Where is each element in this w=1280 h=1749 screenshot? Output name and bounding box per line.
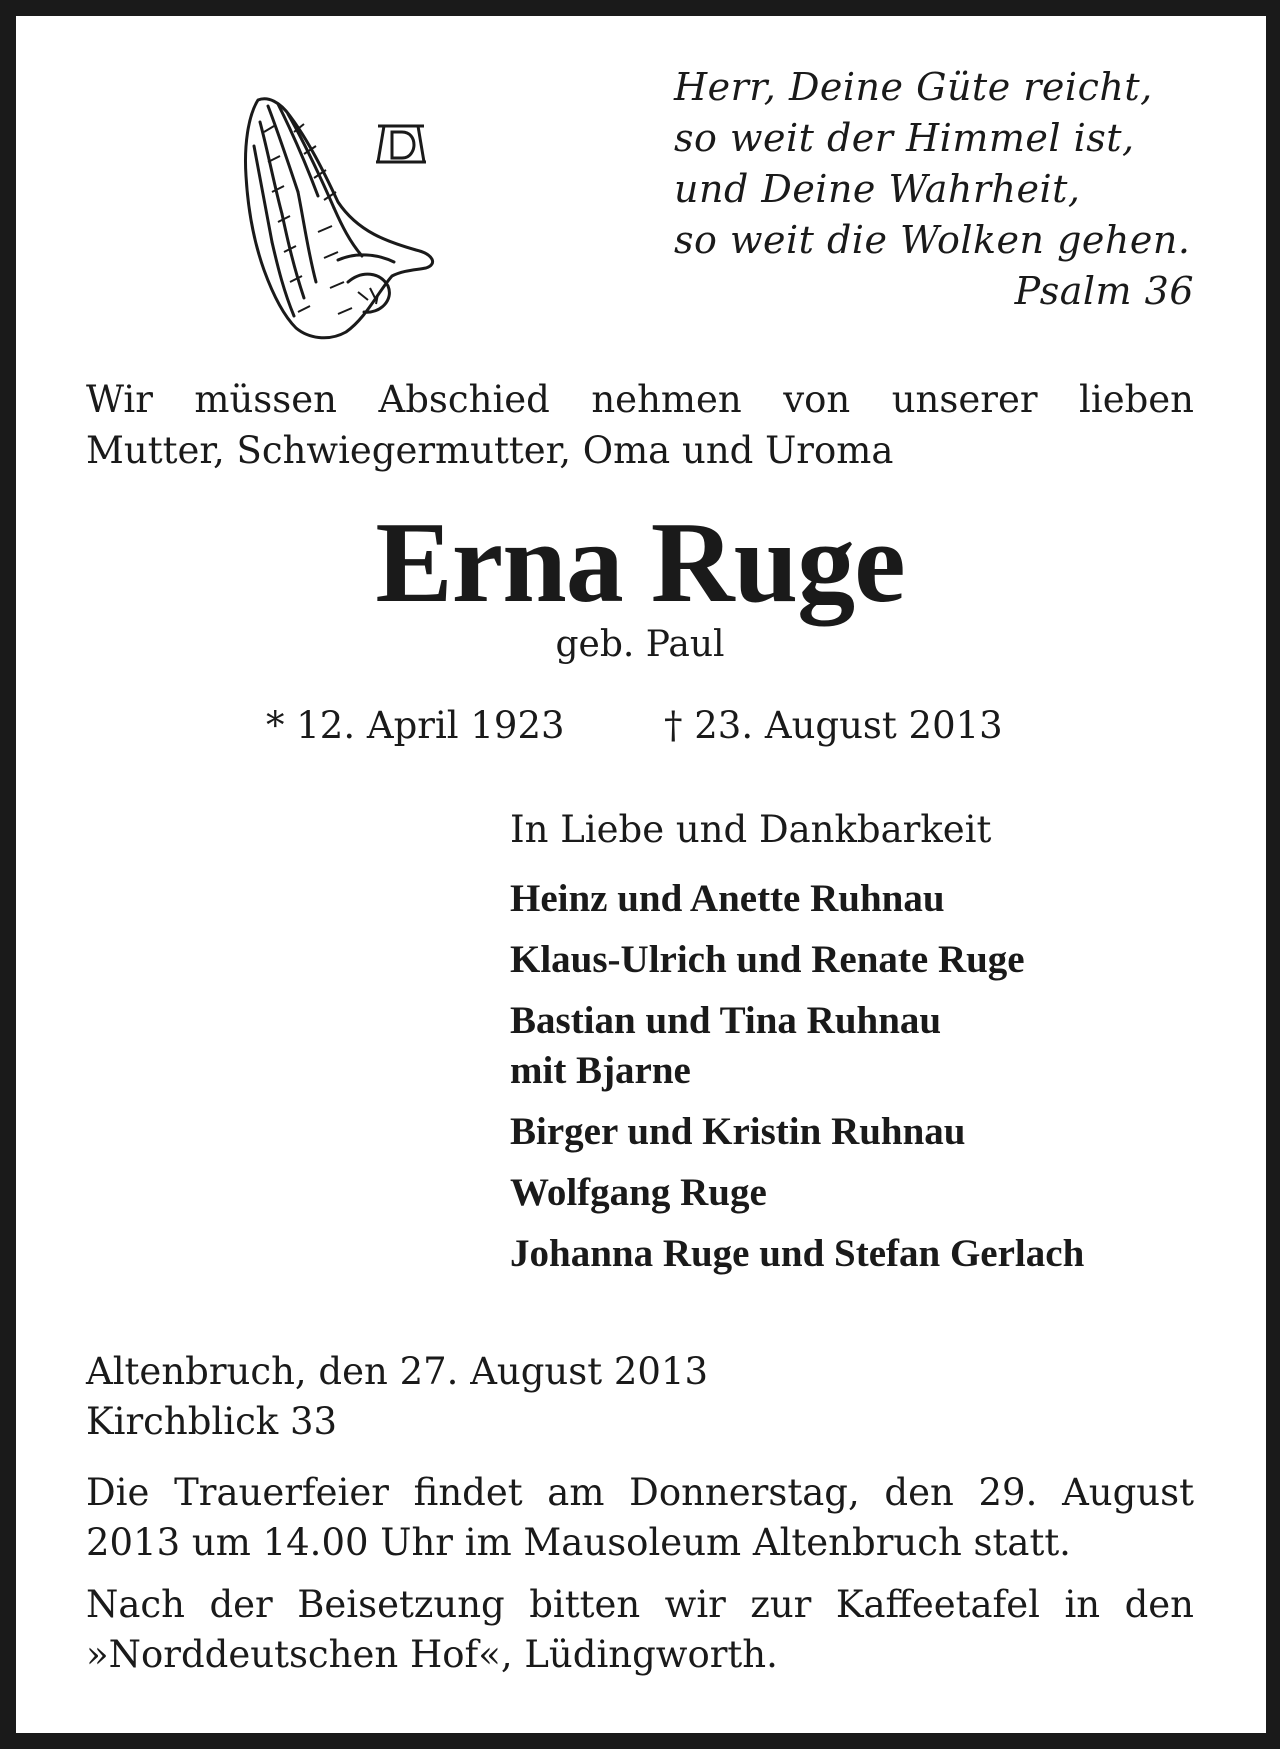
intro-line: Wir müssen Abschied nehmen von unserer lieben bbox=[86, 378, 1194, 421]
ceremony-line: Die Trauerfeier findet am Donnerstag, den 29. August bbox=[86, 1471, 1194, 1514]
ceremony-info bbox=[86, 1468, 1194, 1568]
family-member-line: Bastian und Tina Ruhnau bbox=[510, 999, 942, 1042]
family-member: Johanna Ruge und Stefan Gerlach bbox=[510, 1232, 1085, 1275]
thanks-line: In Liebe und Dankbarkeit bbox=[510, 808, 992, 851]
place-and-address bbox=[86, 1347, 708, 1447]
family-member-line: mit Bjarne bbox=[510, 1049, 691, 1092]
address: Kirchblick 33 bbox=[86, 1400, 338, 1443]
psalm-line: und Deine Wahrheit, bbox=[674, 167, 1081, 211]
intro-line: Mutter, Schwiegermutter, Oma und Uroma bbox=[86, 429, 894, 472]
maiden-name: geb. Paul bbox=[555, 624, 725, 665]
death-date: † 23. August 2013 bbox=[664, 704, 1003, 747]
reception-line: »Norddeutschen Hof«, Lüdingworth. bbox=[86, 1633, 778, 1676]
psalm-line: so weit der Himmel ist, bbox=[674, 116, 1135, 160]
family-member: Klaus-Ulrich und Renate Ruge bbox=[510, 938, 1025, 981]
psalm-line: Herr, Deine Güte reicht, bbox=[674, 65, 1153, 109]
psalm-reference: Psalm 36 bbox=[1014, 269, 1194, 313]
psalm-line: so weit die Wolken gehen. bbox=[674, 218, 1191, 262]
ceremony-line: 2013 um 14.00 Uhr im Mausoleum Altenbruch statt. bbox=[86, 1521, 1071, 1564]
family-list bbox=[510, 806, 1210, 1290]
place-date: Altenbruch, den 27. August 2013 bbox=[86, 1350, 709, 1393]
duerer-monogram-icon bbox=[374, 118, 428, 166]
reception-line: Nach der Beisetzung bitten wir zur Kaffeetafel in den bbox=[86, 1583, 1194, 1626]
family-member: Wolfgang Ruge bbox=[510, 1171, 767, 1214]
family-member bbox=[510, 996, 1210, 1096]
reception-info bbox=[86, 1580, 1194, 1680]
psalm-verse bbox=[674, 62, 1194, 317]
deceased-name: Erna Ruge bbox=[375, 499, 905, 627]
birth-date: * 12. April 1923 bbox=[266, 704, 565, 747]
family-member: Heinz und Anette Ruhnau bbox=[510, 877, 945, 920]
family-member: Birger und Kristin Ruhnau bbox=[510, 1110, 966, 1153]
intro-text bbox=[86, 374, 1194, 476]
